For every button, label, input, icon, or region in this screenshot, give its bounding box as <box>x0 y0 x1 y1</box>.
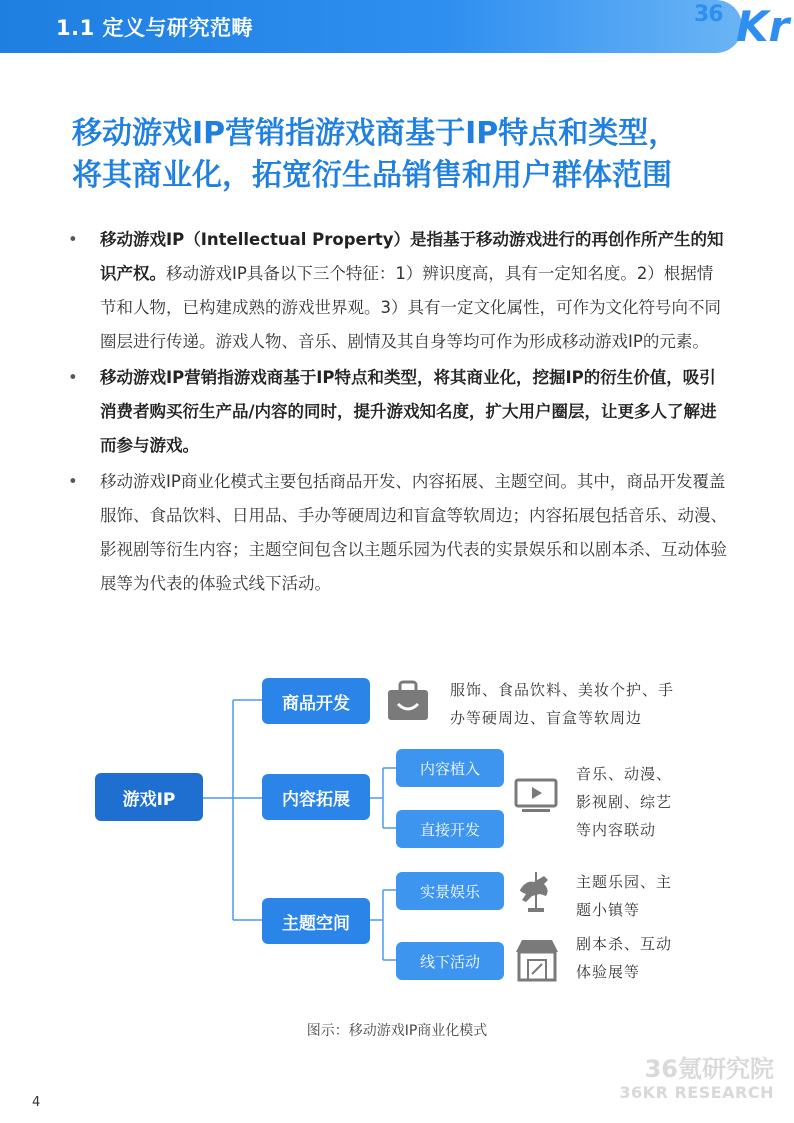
bullet-item <box>68 223 728 359</box>
bullet-item <box>68 465 728 601</box>
section-title: 1.1 定义与研究范畴 <box>56 16 254 40</box>
36kr-logo <box>694 0 794 53</box>
desc-line: 剧本杀、互动 <box>576 935 673 953</box>
36kr-research-watermark <box>619 1055 774 1103</box>
tv-play-icon <box>514 778 558 816</box>
bullet-dot: • <box>68 230 78 249</box>
branch-content-expand: 内容拓展 <box>262 774 370 820</box>
logo-number: 36 <box>694 2 723 27</box>
bullet-item <box>68 361 728 463</box>
desc-theme-park <box>576 868 672 924</box>
bullet-list <box>68 223 728 603</box>
page-headline <box>72 113 752 197</box>
desc-content <box>576 760 672 844</box>
figure-caption: 图示：移动游戏IP商业化模式 <box>306 1023 488 1039</box>
leaf-direct-dev: 直接开发 <box>396 810 504 848</box>
desc-line: 等内容联动 <box>576 821 657 839</box>
storefront-icon <box>514 938 560 982</box>
branch-theme-space: 主题空间 <box>262 898 370 944</box>
leaf-content-implant: 内容植入 <box>396 749 504 787</box>
header-bar <box>0 0 742 53</box>
bullet-dot: • <box>68 472 78 491</box>
desc-line: 体验展等 <box>576 963 641 981</box>
ip-commercialization-diagram <box>0 660 794 1000</box>
watermark-cn: 36氪研究院 <box>644 1055 774 1083</box>
shopping-bag-icon <box>386 680 430 722</box>
bullet-text: 移动游戏IP商业化模式主要包括商品开发、内容拓展、主题空间。其中，商品开发覆盖服饰、食品饮料、日用品、手办等硬周边和盲盒等软周边；内容拓展包括音乐、动漫、影视剧等衍生内容；主题空间包含以主题乐园为代表的实景娱乐和以剧本杀、互动体验展等为代表的体验式线下活动。 <box>100 472 727 593</box>
desc-product <box>450 676 674 732</box>
desc-line: 音乐、动漫、 <box>576 765 673 783</box>
desc-line: 办等硬周边、盲盒等软周边 <box>450 709 643 727</box>
desc-line: 题小镇等 <box>576 901 641 919</box>
carousel-horse-icon <box>514 870 560 914</box>
bullet-dot: • <box>68 368 78 387</box>
headline-line-2: 将其商业化，拓宽衍生品销售和用户群体范围 <box>72 158 672 193</box>
desc-offline <box>576 930 672 986</box>
branch-product-dev: 商品开发 <box>262 678 370 724</box>
logo-letters: Kr <box>736 2 790 51</box>
headline-line-1: 移动游戏IP营销指游戏商基于IP特点和类型， <box>72 116 679 151</box>
bullet-bold-text: 移动游戏IP营销指游戏商基于IP特点和类型，将其商业化，挖掘IP的衍生价值，吸引消费者购买衍生产品/内容的同时，提升游戏知名度，扩大用户圈层，让更多人了解进而参与游戏。 <box>100 368 717 455</box>
leaf-real-scene: 实景娱乐 <box>396 872 504 910</box>
bullet-text: 移动游戏IP具备以下三个特征：1）辨识度高，具有一定知名度。2）根据情节和人物，已构建成熟的游戏世界观。3）具有一定文化属性，可作为文化符号向不同圈层进行传递。游戏人物、音乐、剧情及其自身等均可作为形成移动游戏IP的元素。 <box>100 264 721 351</box>
desc-line: 影视剧、综艺 <box>576 793 673 811</box>
bullet-bold-text: 移动游戏IP（Intellectual Property）是指基于移动游戏进行的再创作所产生的知识产权。 <box>100 230 724 283</box>
desc-line: 主题乐园、主 <box>576 873 673 891</box>
page-number: 4 <box>32 1095 41 1110</box>
leaf-offline-activity: 线下活动 <box>396 942 504 980</box>
watermark-en: 36KR RESEARCH <box>619 1083 774 1102</box>
root-node: 游戏IP <box>95 773 203 821</box>
desc-line: 服饰、食品饮料、美妆个护、手 <box>450 681 675 699</box>
